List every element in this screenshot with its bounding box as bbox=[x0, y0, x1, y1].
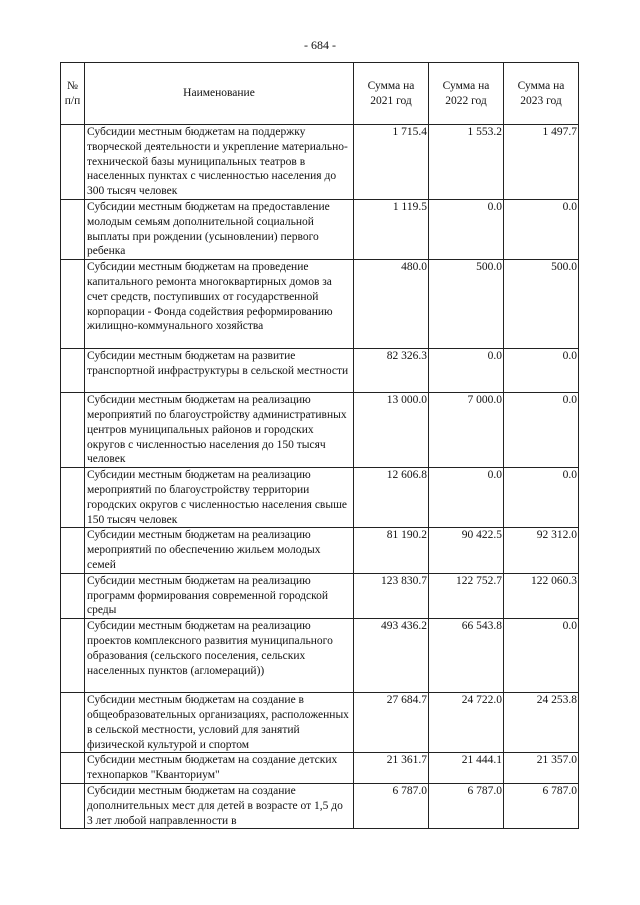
row-2023: 0.0 bbox=[504, 468, 579, 528]
row-num bbox=[61, 528, 85, 573]
table-body bbox=[61, 125, 579, 829]
row-num bbox=[61, 199, 85, 259]
header-name: Наименование bbox=[85, 63, 354, 125]
row-2021: 12 606.8 bbox=[354, 468, 429, 528]
row-2023: 122 060.3 bbox=[504, 573, 579, 618]
row-2021: 21 361.7 bbox=[354, 753, 429, 784]
row-2022: 0.0 bbox=[429, 199, 504, 259]
header-num: № п/п bbox=[61, 63, 85, 125]
row-num bbox=[61, 349, 85, 393]
row-name: Субсидии местным бюджетам на проведение капитального ремонта многоквартирных домов за счет средств, поступивших от государственной корпорации - Фонда содействия реформированию жилищно-коммунального хозяйства bbox=[85, 260, 354, 349]
row-name: Субсидии местным бюджетам на поддержку творческой деятельности и укрепление материально-технической базы муниципальных театров в населенных пунктах с численностью населения до 300 тысяч человек bbox=[85, 125, 354, 200]
table-row bbox=[61, 573, 579, 618]
row-2021: 1 715.4 bbox=[354, 125, 429, 200]
table-row bbox=[61, 125, 579, 200]
row-2021: 27 684.7 bbox=[354, 693, 429, 753]
table-row bbox=[61, 199, 579, 259]
row-num bbox=[61, 573, 85, 618]
row-2022: 7 000.0 bbox=[429, 393, 504, 468]
row-name: Субсидии местным бюджетам на создание дополнительных мест для детей в возрасте от 1,5 до 3 лет любой направленности в bbox=[85, 783, 354, 828]
row-2023: 24 253.8 bbox=[504, 693, 579, 753]
row-2021: 123 830.7 bbox=[354, 573, 429, 618]
row-name: Субсидии местным бюджетам на развитие транспортной инфраструктуры в сельской местности bbox=[85, 349, 354, 393]
row-2022: 1 553.2 bbox=[429, 125, 504, 200]
row-name: Субсидии местным бюджетам на создание детских технопарков "Кванториум" bbox=[85, 753, 354, 784]
table-row bbox=[61, 349, 579, 393]
header-2023: Сумма на 2023 год bbox=[504, 63, 579, 125]
row-2021: 480.0 bbox=[354, 260, 429, 349]
row-2021: 6 787.0 bbox=[354, 783, 429, 828]
row-name: Субсидии местным бюджетам на реализацию мероприятий по благоустройству административных центров муниципальных районов и городских округов с численностью населения до 150 тысяч человек bbox=[85, 393, 354, 468]
table-row bbox=[61, 783, 579, 828]
row-2022: 0.0 bbox=[429, 468, 504, 528]
row-2023: 0.0 bbox=[504, 349, 579, 393]
row-2022: 66 543.8 bbox=[429, 619, 504, 693]
table-row bbox=[61, 393, 579, 468]
row-2022: 90 422.5 bbox=[429, 528, 504, 573]
row-2021: 82 326.3 bbox=[354, 349, 429, 393]
row-2021: 13 000.0 bbox=[354, 393, 429, 468]
row-2022: 6 787.0 bbox=[429, 783, 504, 828]
table-header-row bbox=[61, 63, 579, 125]
row-2022: 500.0 bbox=[429, 260, 504, 349]
row-num bbox=[61, 619, 85, 693]
row-num bbox=[61, 260, 85, 349]
row-2021: 81 190.2 bbox=[354, 528, 429, 573]
row-2021: 1 119.5 bbox=[354, 199, 429, 259]
row-name: Субсидии местным бюджетам на создание в общеобразовательных организациях, расположенных в сельской местности, условий для занятий физической культурой и спортом bbox=[85, 693, 354, 753]
page-number: - 684 - bbox=[304, 38, 336, 52]
row-name: Субсидии местным бюджетам на реализацию мероприятий по благоустройству территории городских округов с численностью населения свыше 150 тысяч человек bbox=[85, 468, 354, 528]
row-num bbox=[61, 783, 85, 828]
row-name: Субсидии местным бюджетам на реализацию программ формирования современной городской среды bbox=[85, 573, 354, 618]
row-2023: 92 312.0 bbox=[504, 528, 579, 573]
row-2023: 0.0 bbox=[504, 393, 579, 468]
row-2022: 0.0 bbox=[429, 349, 504, 393]
table-row bbox=[61, 693, 579, 753]
row-num bbox=[61, 468, 85, 528]
table-row bbox=[61, 468, 579, 528]
row-2023: 1 497.7 bbox=[504, 125, 579, 200]
row-num bbox=[61, 393, 85, 468]
row-2023: 0.0 bbox=[504, 199, 579, 259]
row-2021: 493 436.2 bbox=[354, 619, 429, 693]
row-num bbox=[61, 125, 85, 200]
table-row bbox=[61, 528, 579, 573]
header-2022: Сумма на 2022 год bbox=[429, 63, 504, 125]
header-2021: Сумма на 2021 год bbox=[354, 63, 429, 125]
row-name: Субсидии местным бюджетам на предоставление молодым семьям дополнительной социальной выплаты при рождении (усыновлении) первого ребенка bbox=[85, 199, 354, 259]
budget-table bbox=[60, 62, 579, 829]
table-row bbox=[61, 753, 579, 784]
row-2023: 500.0 bbox=[504, 260, 579, 349]
table-row bbox=[61, 619, 579, 693]
row-num bbox=[61, 693, 85, 753]
table-row bbox=[61, 260, 579, 349]
row-2022: 21 444.1 bbox=[429, 753, 504, 784]
row-2023: 21 357.0 bbox=[504, 753, 579, 784]
row-2022: 122 752.7 bbox=[429, 573, 504, 618]
row-2022: 24 722.0 bbox=[429, 693, 504, 753]
row-2023: 6 787.0 bbox=[504, 783, 579, 828]
row-num bbox=[61, 753, 85, 784]
row-name: Субсидии местным бюджетам на реализацию мероприятий по обеспечению жильем молодых семей bbox=[85, 528, 354, 573]
row-name: Субсидии местным бюджетам на реализацию проектов комплексного развития муниципального образования (сельского поселения, сельских населенных пунктов (агломераций)) bbox=[85, 619, 354, 693]
row-2023: 0.0 bbox=[504, 619, 579, 693]
